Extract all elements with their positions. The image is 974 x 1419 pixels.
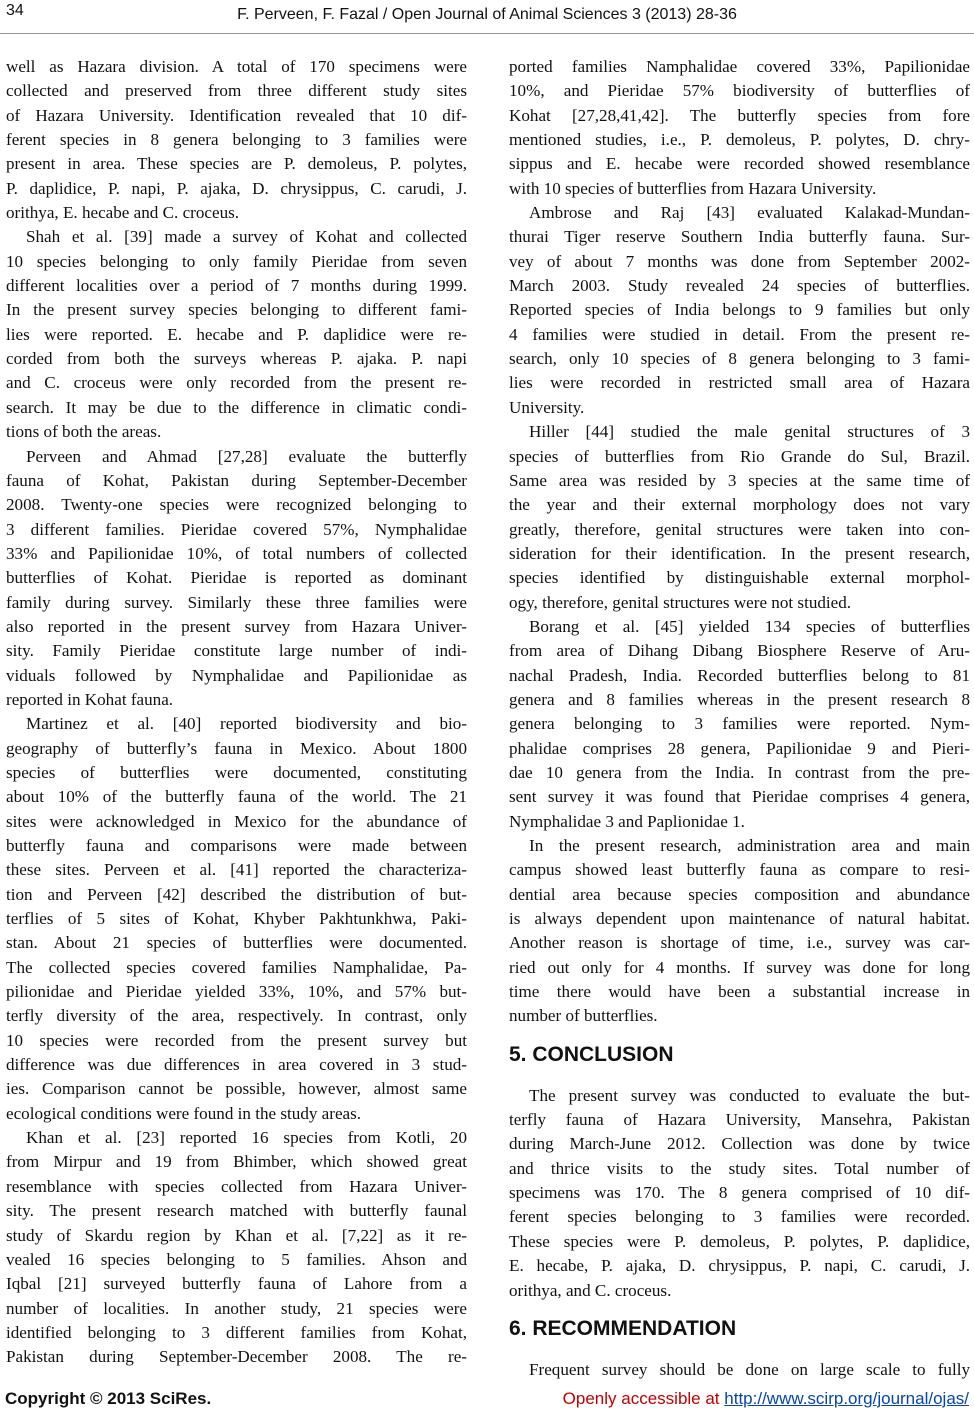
text-line: sity. Family Pieridae constitute large number of indi- <box>6 641 467 661</box>
text-line: search, only 10 species of 8 genera belonging to 3 fami- <box>509 349 970 369</box>
text-line: 4 families were studied in detail. From the present re- <box>509 324 970 344</box>
paragraph <box>509 420 970 615</box>
section-heading-recommendation: 6. RECOMMENDATION <box>509 1316 737 1340</box>
section-heading-conclusion: 5. CONCLUSION <box>509 1042 674 1066</box>
text-line: campus showed least butterfly fauna as compare to resi- <box>509 860 970 880</box>
text-line: Borang et al. [45] yielded 134 species of butterflies <box>529 616 970 636</box>
text-line: and thrice visits to the study sites. Total number of <box>509 1158 970 1178</box>
text-line: 10%, and Pieridae 57% biodiversity of butterflies of <box>509 81 970 101</box>
text-line: present in area. These species are P. demoleus, P. polytes, <box>6 154 467 174</box>
text-line: vealed 16 species belonging to 5 families. Ahson and <box>6 1249 467 1269</box>
right-column <box>509 55 970 1382</box>
paragraph <box>6 1126 467 1369</box>
text-line: species of butterflies from Rio Grande do Sul, Brazil. <box>509 446 970 466</box>
text-line: species identified by distinguishable external morphol- <box>509 568 970 588</box>
text-line: Kohat [27,28,41,42]. The butterfly species from fore <box>509 105 970 125</box>
text-line: terfly fauna of Hazara University, Mansehra, Pakistan <box>509 1110 970 1130</box>
text-line: butterfly fauna and comparisons were made between <box>6 836 467 855</box>
text-line: 10 species belonging to only family Pieridae from seven <box>6 251 467 271</box>
text-line: the year and their external morphology does not vary <box>509 495 970 515</box>
text-line: tion and Perveen [42] described the distribution of but- <box>6 884 467 904</box>
text-line: corded from both the surveys whereas P. ajaka. P. napi <box>6 349 467 369</box>
paragraph <box>6 225 467 444</box>
text-line: and C. croceus were only recorded from the present re- <box>6 373 467 393</box>
running-header <box>6 2 968 24</box>
text-line: 33% and Papilionidae 10%, of total numbers of collected <box>6 543 467 563</box>
text-line: viduals followed by Nymphalidae and Papilionidae as <box>6 665 467 685</box>
text-line: during March-June 2012. Collection was done by twice <box>509 1134 970 1154</box>
text-line: pilionidae and Pieridae yielded 33%, 10%, and 57% but- <box>6 982 467 1002</box>
text-line: Another reason is shortage of time, i.e., survey was car- <box>509 933 970 953</box>
text-line: 3 different families. Pieridae covered 57%, Nymphalidae <box>6 519 467 539</box>
text-line: Hiller [44] studied the male genital structures of 3 <box>529 422 970 442</box>
text-line: In the present research, administration area and main <box>529 836 970 855</box>
text-line: difference was due differences in area covered in 3 stud- <box>6 1055 467 1075</box>
text-line: Iqbal [21] surveyed butterfly fauna of Lahore from a <box>6 1274 467 1294</box>
text-line: ferent species in 8 genera belonging to 3 families were <box>6 130 467 150</box>
text-line: Same area was resided by 3 species at the same time of <box>509 470 970 490</box>
text-line: butterflies of Kohat. Pieridae is reported as dominant <box>6 568 467 588</box>
text-line: is always dependent upon maintenance of natural habitat. <box>509 909 970 929</box>
paragraph <box>509 1084 970 1303</box>
left-column <box>6 55 467 1370</box>
copyright-notice: Copyright © 2013 SciRes. <box>5 1389 212 1408</box>
text-line: orithya, and C. croceus. <box>509 1280 672 1300</box>
paragraph <box>6 712 467 1126</box>
text-line: geography of butterfly’s fauna in Mexico. About 1800 <box>6 738 467 758</box>
text-line: sites were acknowledged in Mexico for the abundance of <box>6 811 467 831</box>
text-line: ferent species belonging to 3 families were recorded. <box>509 1207 970 1227</box>
text-line: Reported species of India belongs to 9 families but only <box>509 300 970 320</box>
text-line: Shah et al. [39] made a survey of Kohat and collected <box>26 227 467 247</box>
text-line: mentioned studies, i.e., P. demoleus, P. polytes, D. chry- <box>509 130 970 150</box>
text-line: also reported in the present survey from Hazara Univer- <box>6 616 467 636</box>
text-line: lies were recorded in restricted small area of Hazara <box>509 373 970 393</box>
text-line: 10 species were recorded from the present survey but <box>6 1030 467 1050</box>
paragraph <box>509 1358 970 1382</box>
text-line: number of localities. In another study, 21 species were <box>6 1298 467 1318</box>
text-line: about 10% of the butterfly fauna of the world. The 21 <box>6 787 467 807</box>
text-line: number of butterflies. <box>509 1006 658 1026</box>
text-line: P. daplidice, P. napi, P. ajaka, D. chrysippus, C. carudi, J. <box>6 178 467 198</box>
header-rule <box>0 33 974 34</box>
text-line: tions of both the areas. <box>6 422 162 442</box>
paragraph <box>509 201 970 420</box>
paragraph <box>6 445 467 713</box>
text-line: fauna of Kohat, Pakistan during September-December <box>6 470 467 490</box>
text-line: University. <box>509 397 585 417</box>
text-line: In the present survey species belonging to different fami- <box>6 300 467 320</box>
text-line: from area of Dihang Dibang Biosphere Reserve of Aru- <box>509 641 970 661</box>
text-line: resemblance with species collected from Hazara Univer- <box>6 1176 467 1196</box>
text-line: dential area because species composition and abundance <box>509 884 970 904</box>
text-line: Nymphalidae 3 and Paplionidae 1. <box>509 811 745 831</box>
text-line: Ambrose and Raj [43] evaluated Kalakad-Mundan- <box>529 203 970 223</box>
text-line: sent survey it was found that Pieridae comprises 4 genera, <box>509 787 970 807</box>
text-line: from Mirpur and 19 from Bhimber, which showed great <box>6 1152 467 1172</box>
text-line: collected and preserved from three different study sites <box>6 81 467 101</box>
text-line: search. It may be due to the difference in climatic condi- <box>6 397 467 417</box>
text-line: ogy, therefore, genital structures were not studied. <box>509 592 852 612</box>
text-line: Pakistan during September-December 2008. The re- <box>6 1347 467 1367</box>
journal-link[interactable]: http://www.scirp.org/journal/ojas/ <box>724 1389 969 1408</box>
text-line: ported families Namphalidae covered 33%, Papilionidae <box>509 57 970 76</box>
text-line: E. hecabe, P. ajaka, D. chrysippus, P. napi, C. carudi, J. <box>509 1256 970 1276</box>
access-notice <box>563 1389 969 1409</box>
text-line: these sites. Perveen et al. [41] reported the characteriza- <box>6 860 467 880</box>
text-line: nachal Pradesh, India. Recorded butterflies belong to 81 <box>509 665 970 685</box>
text-line: vey of about 7 months was done from September 2002- <box>509 251 970 271</box>
text-line: family during survey. Similarly these three families were <box>6 592 467 612</box>
paragraph <box>6 55 467 225</box>
text-line: identified belonging to 3 different families from Kohat, <box>6 1322 467 1342</box>
running-title: F. Perveen, F. Fazal / Open Journal of Animal Sciences 3 (2013) 28-36 <box>237 6 737 23</box>
text-line: The collected species covered families Namphalidae, Pa- <box>6 957 467 977</box>
text-line: genera belonging to 3 families were reported. Nym- <box>509 714 970 734</box>
text-line: These species were P. demoleus, P. polytes, P. daplidice, <box>509 1231 970 1251</box>
text-line: lies were reported. E. hecabe and P. daplidice were re- <box>6 324 467 344</box>
text-line: ecological conditions were found in the study areas. <box>6 1103 362 1123</box>
text-line: terflies of 5 sites of Kohat, Khyber Pakhtunkhwa, Paki- <box>6 909 467 929</box>
text-line: study of Skardu region by Khan et al. [7,22] as it re- <box>6 1225 467 1245</box>
text-line: sideration for their identification. In the present research, <box>509 543 970 563</box>
page-footer <box>5 1389 969 1413</box>
text-line: sity. The present research matched with butterfly faunal <box>6 1201 467 1221</box>
access-text: Openly accessible at <box>562 1389 720 1408</box>
text-line: The present survey was conducted to evaluate the but- <box>529 1085 970 1105</box>
text-line: Frequent survey should be done on large scale to fully <box>529 1359 970 1379</box>
page-number: 34 <box>6 2 24 19</box>
text-line: of Hazara University. Identification revealed that 10 dif- <box>6 105 467 125</box>
text-line: with 10 species of butterflies from Hazara University. <box>509 178 877 198</box>
text-line: 2008. Twenty-one species were recognized belonging to <box>6 495 467 515</box>
text-line: ies. Comparison cannot be possible, however, almost same <box>6 1079 467 1099</box>
text-line: phalidae comprises 28 genera, Papilionidae 9 and Pieri- <box>509 738 970 758</box>
text-line: ried out only for 4 months. If survey was done for long <box>509 957 970 977</box>
text-line: sippus and E. hecabe were recorded showed resemblance <box>509 154 970 174</box>
text-line: dae 10 genera from the India. In contrast from the pre- <box>509 762 970 782</box>
text-line: thurai Tiger reserve Southern India butterfly fauna. Sur- <box>509 227 970 247</box>
text-line: stan. About 21 species of butterflies were documented. <box>6 933 467 953</box>
text-line: Perveen and Ahmad [27,28] evaluate the butterfly <box>26 446 467 466</box>
text-line: different localities over a period of 7 months during 1999. <box>6 276 467 296</box>
text-line: reported in Kohat fauna. <box>6 689 174 709</box>
text-line: genera and 8 families whereas in the present research 8 <box>509 689 970 709</box>
text-line: Khan et al. [23] reported 16 species from Kotli, 20 <box>26 1128 467 1148</box>
text-line: specimens was 170. The 8 genera comprised of 10 dif- <box>509 1183 970 1203</box>
text-line: greatly, therefore, genital structures were taken into con- <box>509 519 970 539</box>
text-line: well as Hazara division. A total of 170 specimens were <box>6 57 467 76</box>
text-line: orithya, E. hecabe and C. croceus. <box>6 203 240 223</box>
paragraph <box>509 615 970 834</box>
paragraph <box>509 834 970 1029</box>
text-line: terfly diversity of the area, respectively. In contrast, only <box>6 1006 467 1026</box>
text-line: Martinez et al. [40] reported biodiversity and bio- <box>26 714 467 734</box>
paragraph <box>509 55 970 201</box>
text-line: species of butterflies were documented, constituting <box>6 762 467 782</box>
text-line: time there would have been a substantial increase in <box>509 982 970 1002</box>
text-line: March 2003. Study revealed 24 species of butterflies. <box>509 276 970 296</box>
